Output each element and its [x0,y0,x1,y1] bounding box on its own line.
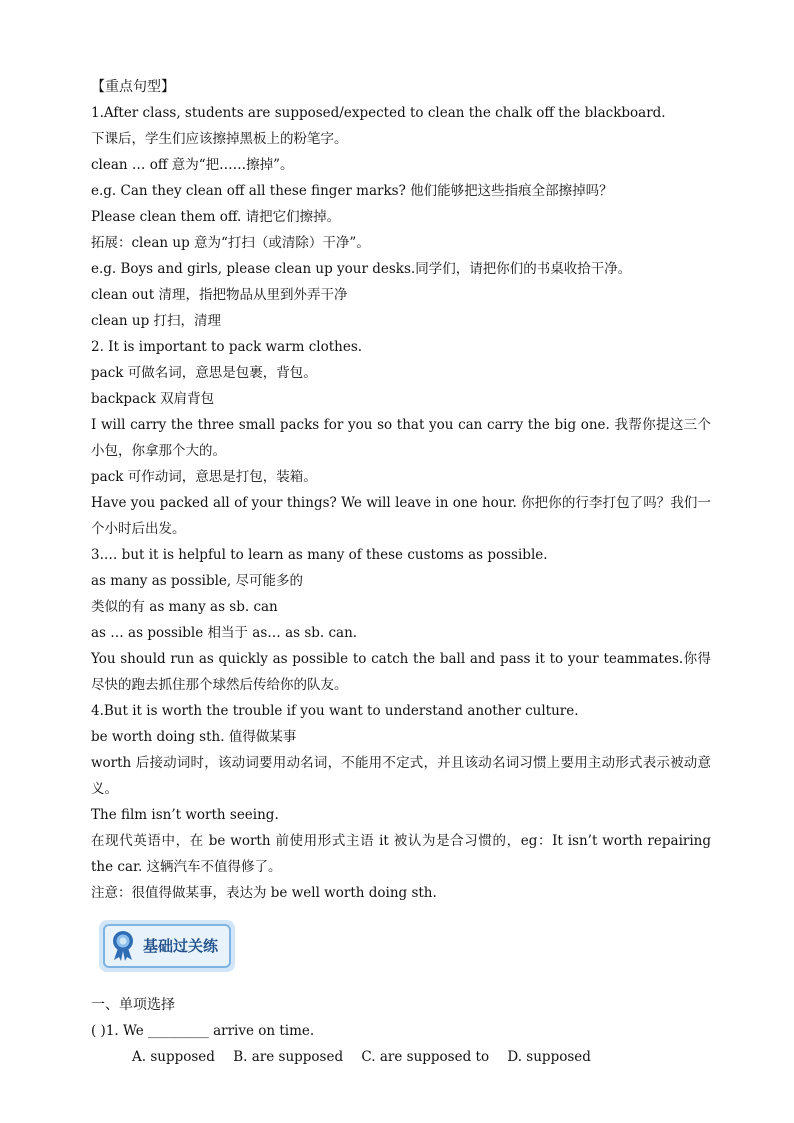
medal-icon [111,930,135,962]
text-paragraph: You should run as quickly as possible to catch the ball and pass it to your teammates.你得尽快的跑去抓住那个球然后传给你的队友。 [91,651,711,693]
text-line: 拓展：clean up 意为“打扫（或清除）干净”。 [91,235,370,251]
text-line: The film isn’t worth seeing. [91,807,279,823]
section-heading: 【重点句型】 [91,79,175,95]
text-line: 类似的有 as many as sb. can [91,599,278,615]
text-line: be worth doing sth. 值得做某事 [91,729,297,745]
text-line: Please clean them off. 请把它们擦掉。 [91,209,341,225]
answer-options [91,1044,711,1070]
text-paragraph: worth 后接动词时，该动词要用动名词，不能用不定式，并且该动名词习惯上要用主动形式表示被动意义。 [91,755,711,797]
text-paragraph: I will carry the three small packs for you so that you can carry the big one. 我帮你提这三个小包，你拿那个大的。 [91,417,711,459]
option-c: C. are supposed to [361,1049,490,1065]
text-line: backpack 双肩背包 [91,391,215,407]
text-line: as many as possible, 尽可能多的 [91,573,303,589]
exercise-section [91,992,711,1070]
text-paragraph: 在现代英语中，在 be worth 前使用形式主语 it 被认为是合习惯的，eg：It isn’t worth repairing the car. 这辆汽车不值得修了。 [91,833,711,875]
notes-content [91,74,711,906]
text-paragraph: Have you packed all of your things? We will leave in one hour. 你把你的行李打包了吗？我们一个小时后出发。 [91,495,711,537]
text-line: 1.After class, students are supposed/expected to clean the chalk off the blackboard. [91,105,666,121]
question-text: ( )1. We _________ arrive on time. [91,1023,315,1039]
text-line: 3.… but it is helpful to learn as many of these customs as possible. [91,547,548,563]
text-line: as … as possible 相当于 as… as sb. can. [91,625,358,641]
text-line: 2. It is important to pack warm clothes. [91,339,363,355]
option-b: B. are supposed [233,1049,344,1065]
text-line: clean out 清理，指把物品从里到外弄干净 [91,287,348,303]
option-a: A. supposed [132,1049,215,1065]
option-d: D. supposed [507,1049,591,1065]
text-line: 4.But it is worth the trouble if you want to understand another culture. [91,703,579,719]
section-badge [99,920,235,972]
text-line: e.g. Boys and girls, please clean up your desks.同学们，请把你们的书桌收拾干净。 [91,261,632,277]
badge-label: 基础过关练 [143,937,219,955]
text-line: 注意：很值得做某事，表达为 be well worth doing sth. [91,885,437,901]
text-line: clean up 打扫，清理 [91,313,222,329]
text-line: clean … off 意为“把……擦掉”。 [91,157,294,173]
exercise-section-title: 一、单项选择 [91,997,175,1013]
text-line: 下课后，学生们应该擦掉黑板上的粉笔字。 [91,131,348,147]
text-line: pack 可作动词，意思是打包，装箱。 [91,469,317,485]
text-line: e.g. Can they clean off all these finger marks? 他们能够把这些指痕全部擦掉吗？ [91,183,613,199]
text-line: pack 可做名词，意思是包裹，背包。 [91,365,317,381]
